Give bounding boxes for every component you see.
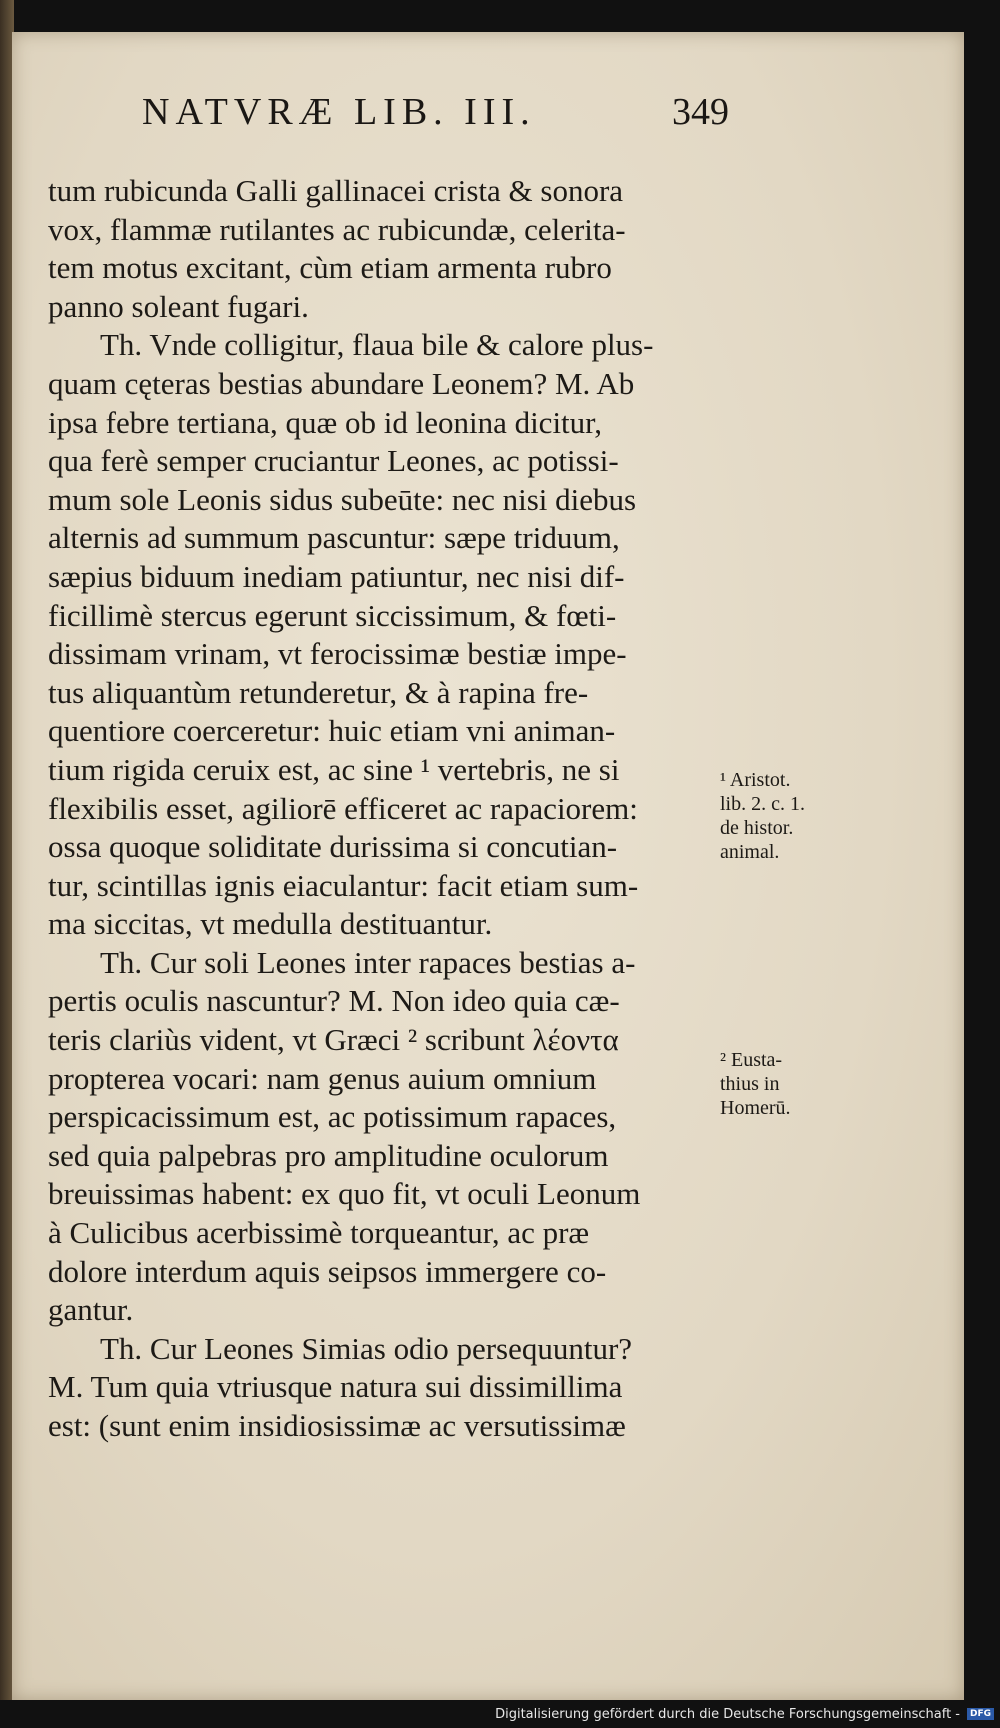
running-title: NATVRÆ LIB. III. — [142, 91, 536, 133]
text-line: dissimam vrinam, vt ferocissimæ bestiæ impe- — [48, 636, 627, 672]
body-text — [48, 172, 728, 1446]
text-line: sæpius biduum inediam patiuntur, nec nisi dif- — [48, 558, 625, 594]
text-line: tus aliquantùm retunderetur, & à rapina fre- — [48, 674, 589, 710]
digitization-footer — [0, 1700, 1000, 1728]
text-line: tum rubicunda Galli gallinacei crista & sonora — [48, 173, 624, 208]
text-line: perspicacissimum est, ac potissimum rapaces, — [48, 1099, 617, 1135]
text-line: mum sole Leonis sidus subeūte: nec nisi diebus — [48, 481, 637, 517]
text-line: teris clariùs vident, vt Græci ² scribunt λέοντα — [48, 1022, 619, 1058]
text-line: à Culicibus acerbissimè torqueantur, ac præ — [48, 1215, 590, 1251]
text-line: propterea vocari: nam genus auium omnium — [48, 1060, 597, 1096]
text-line: quentiore coerceretur: huic etiam vni animan- — [48, 713, 616, 749]
text-line: ipsa febre tertiana, quæ ob id leonina dicitur, — [48, 404, 603, 440]
text-line: sed quia palpebras pro amplitudine oculorum — [48, 1137, 609, 1173]
marginal-note-aristotle — [720, 768, 805, 864]
note-line: ¹ Aristot. — [720, 769, 791, 791]
text-line: alternis ad summum pascuntur: sæpe triduum, — [48, 520, 620, 556]
text-line: dolore interdum aquis seipsos immergere co- — [48, 1253, 607, 1289]
paragraph-start-line: Th. Vnde colligitur, flaua bile & calore plus- — [100, 327, 654, 363]
text-line: ficillimè stercus egerunt siccissimum, & fœti- — [48, 597, 617, 633]
note-line: de histor. — [720, 817, 794, 839]
text-line: vox, flammæ rutilantes ac rubicundæ, celerita- — [48, 211, 626, 247]
running-header — [142, 90, 742, 150]
text-line: flexibilis esset, agiliorē efficeret ac rapaciorem: — [48, 790, 638, 826]
note-line: ² Eusta- — [720, 1049, 783, 1071]
paragraph-start-line: Th. Cur Leones Simias odio persequuntur? — [100, 1330, 633, 1366]
footer-credit: Digitalisierung gefördert durch die Deutsche Forschungsgemeinschaft - — [495, 1707, 960, 1722]
text-line: ossa quoque soliditate durissima si concutian- — [48, 829, 618, 865]
marginal-note-eustathius — [720, 1048, 791, 1120]
dfg-logo: DFG — [967, 1708, 994, 1720]
text-line: quam cęteras bestias abundare Leonem? M. Ab — [48, 365, 635, 401]
text-line: tem motus excitant, cùm etiam armenta rubro — [48, 250, 612, 286]
note-line: Homerū. — [720, 1097, 791, 1119]
page-number: 349 — [672, 91, 729, 133]
text-line: tur, scintillas ignis eiaculantur: facit etiam sum- — [48, 867, 639, 903]
note-line: lib. 2. c. 1. — [720, 793, 805, 815]
note-line: thius in — [720, 1073, 780, 1095]
text-line: pertis oculis nascuntur? M. Non ideo quia cæ- — [48, 983, 620, 1019]
text-line: ma siccitas, vt medulla destituantur. — [48, 906, 493, 942]
text-line: panno soleant fugari. — [48, 288, 309, 324]
text-line: tium rigida ceruix est, ac sine ¹ vertebris, ne si — [48, 751, 620, 787]
text-line: est: (sunt enim insidiosissimæ ac versutissimæ — [48, 1408, 626, 1443]
text-line: M. Tum quia vtriusque natura sui dissimillima — [48, 1369, 623, 1405]
text-line: gantur. — [48, 1292, 134, 1328]
text-line: qua ferè semper cruciantur Leones, ac potissi- — [48, 443, 619, 479]
note-line: animal. — [720, 841, 780, 863]
book-page — [12, 32, 964, 1700]
paragraph-start-line: Th. Cur soli Leones inter rapaces bestias a- — [100, 944, 636, 980]
text-line: breuissimas habent: ex quo fit, vt oculi Leonum — [48, 1176, 641, 1212]
